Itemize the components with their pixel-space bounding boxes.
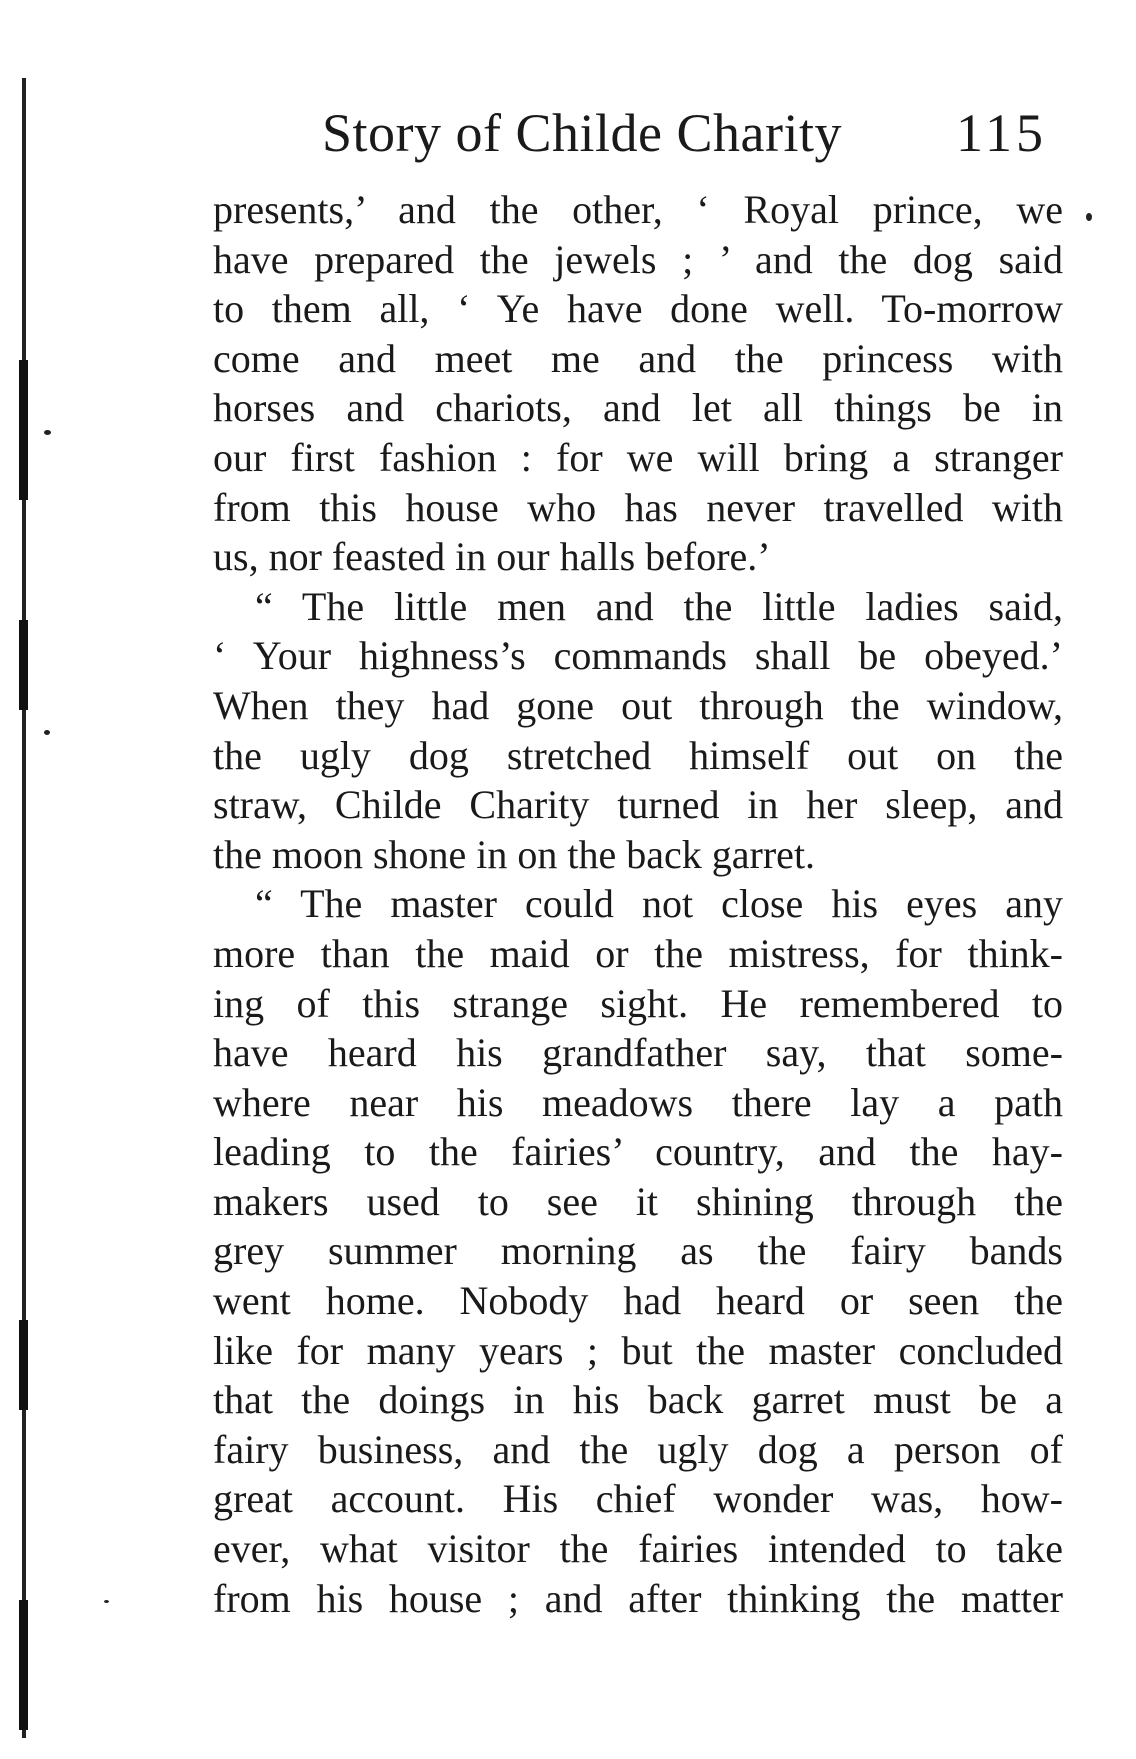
text-line: to them all, ‘ Ye have done well. To-morrow: [213, 286, 1063, 332]
print-speck: [44, 430, 51, 435]
text-line: went home. Nobody had heard or seen the: [213, 1278, 1063, 1324]
body-text: [213, 185, 1063, 1623]
text-line: “ The little men and the little ladies said,: [255, 583, 1063, 629]
text-line: fairy business, and the ugly dog a person of: [213, 1426, 1063, 1472]
text-line: ing of this strange sight. He remembered to: [213, 980, 1063, 1026]
page-number: 115: [956, 103, 1047, 163]
text-line: from this house who has never travelled with: [213, 484, 1063, 530]
text-line: ‘ Your highness’s commands shall be obeyed.’: [213, 633, 1063, 679]
text-line: have prepared the jewels ; ’ and the dog said: [213, 236, 1063, 282]
text-line: makers used to see it shining through the: [213, 1178, 1063, 1224]
text-line: our first fashion : for we will bring a stranger: [213, 434, 1063, 480]
text-line: the ugly dog stretched himself out on the: [213, 732, 1063, 778]
binding-edge-mark: [19, 1320, 28, 1410]
print-speck: [44, 730, 50, 735]
text-line: straw, Childe Charity turned in her sleep, and: [213, 782, 1063, 828]
text-line: like for many years ; but the master concluded: [213, 1327, 1063, 1373]
text-line: presents,’ and the other, ‘ Royal prince, we: [213, 187, 1063, 232]
binding-edge: [22, 78, 26, 1738]
text-line: the moon shone in on the back garret.: [213, 831, 816, 877]
binding-edge-mark: [19, 1600, 28, 1730]
text-line: great account. His chief wonder was, how-: [213, 1476, 1063, 1522]
text-line: where near his meadows there lay a path: [213, 1079, 1063, 1125]
text-line: more than the maid or the mistress, for think-: [213, 930, 1063, 976]
text-line: grey summer morning as the fairy bands: [213, 1228, 1063, 1274]
text-line: leading to the fairies’ country, and the hay-: [213, 1129, 1063, 1175]
binding-edge-mark: [19, 620, 28, 710]
text-line: from his house ; and after thinking the matter: [213, 1575, 1063, 1621]
text-line: us, nor feasted in our halls before.’: [213, 534, 771, 580]
text-line: have heard his grandfather say, that some-: [213, 1030, 1063, 1076]
text-line: “ The master could not close his eyes any: [255, 881, 1063, 927]
text-line: horses and chariots, and let all things be in: [213, 385, 1063, 431]
running-head-title: Story of Childe Charity: [322, 103, 842, 163]
text-line: come and meet me and the princess with: [213, 335, 1063, 381]
print-speck: [1086, 213, 1092, 221]
binding-edge-mark: [19, 360, 28, 500]
text-line: that the doings in his back garret must be a: [213, 1377, 1063, 1423]
running-head: [322, 98, 1072, 168]
text-line: ever, what visitor the fairies intended to take: [213, 1526, 1063, 1572]
text-line: When they had gone out through the window,: [213, 682, 1063, 728]
print-speck: [104, 1600, 109, 1603]
